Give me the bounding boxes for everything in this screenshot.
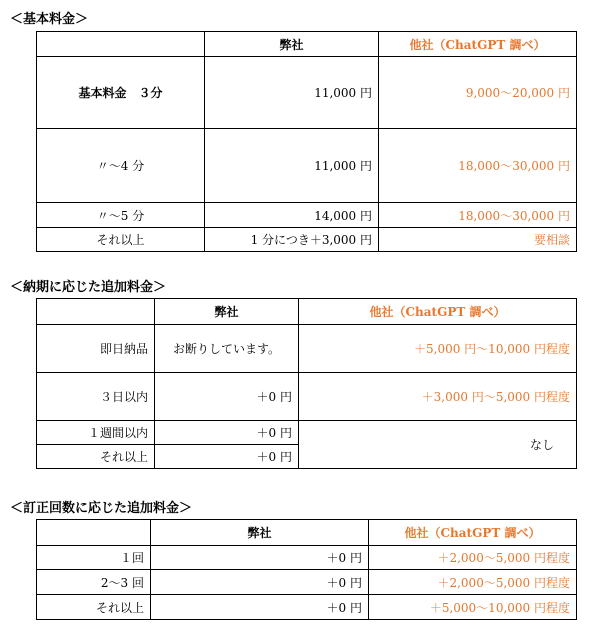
header-others: 他社（ChatGPT 調べ） [379, 32, 577, 57]
row-others: ＋2,000～5,000 円程度 [369, 570, 577, 595]
row-ours: ＋0 円 [155, 445, 299, 469]
row-ours: ＋0 円 [151, 570, 369, 595]
row-ours: 1 分につき＋3,000 円 [205, 228, 379, 252]
row-ours: 11,000 円 [205, 129, 379, 203]
revision-fee-table [36, 519, 577, 620]
row-ours: ＋0 円 [155, 421, 299, 445]
table-row [37, 57, 577, 129]
table-row [37, 228, 577, 252]
row-label: 〃～4 分 [37, 129, 205, 203]
header-empty-cell [37, 520, 151, 546]
row-ours: 14,000 円 [205, 203, 379, 228]
header-others: 他社（ChatGPT 調べ） [369, 520, 577, 546]
table-row [37, 129, 577, 203]
table-row [37, 373, 577, 421]
row-label: それ以上 [37, 445, 155, 469]
header-ours: 弊社 [151, 520, 369, 546]
row-label: １回 [37, 546, 151, 570]
row-others: 9,000～20,000 円 [379, 57, 577, 129]
row-others: ＋5,000～10,000 円程度 [369, 595, 577, 620]
table-row [37, 325, 577, 373]
row-ours: 11,000 円 [205, 57, 379, 129]
table-row [37, 595, 577, 620]
row-label: １週間以内 [37, 421, 155, 445]
row-others: 要相談 [379, 228, 577, 252]
table-header-row [37, 520, 577, 546]
merged-others-cell: なし [299, 421, 577, 469]
row-others: ＋2,000～5,000 円程度 [369, 546, 577, 570]
section-title-basic-fee: ＜基本料金＞ [10, 12, 89, 27]
delivery-fee-table [36, 298, 577, 469]
basic-fee-table [36, 31, 577, 252]
section-title-delivery-fee: ＜納期に応じた追加料金＞ [10, 280, 167, 295]
row-label: 即日納品 [37, 325, 155, 373]
row-ours: お断りしています。 [155, 325, 299, 373]
row-label: 基本料金 ３分 [37, 57, 205, 129]
row-others: ＋3,000 円～5,000 円程度 [299, 373, 577, 421]
header-others: 他社（ChatGPT 調べ） [299, 299, 577, 325]
row-label: 2～3 回 [37, 570, 151, 595]
table-row [37, 570, 577, 595]
row-ours: ＋0 円 [151, 595, 369, 620]
row-ours: ＋0 円 [151, 546, 369, 570]
row-label: 〃～5 分 [37, 203, 205, 228]
row-others: 18,000～30,000 円 [379, 203, 577, 228]
row-ours: ＋0 円 [155, 373, 299, 421]
row-label: ３日以内 [37, 373, 155, 421]
header-empty-cell [37, 32, 205, 57]
row-label: それ以上 [37, 595, 151, 620]
row-label: それ以上 [37, 228, 205, 252]
row-others: ＋5,000 円～10,000 円程度 [299, 325, 577, 373]
table-header-row [37, 32, 577, 57]
header-ours: 弊社 [155, 299, 299, 325]
section-title-revision-fee: ＜訂正回数に応じた追加料金＞ [10, 501, 193, 516]
table-header-row [37, 299, 577, 325]
table-row [37, 546, 577, 570]
table-row [37, 203, 577, 228]
header-ours: 弊社 [205, 32, 379, 57]
header-empty-cell [37, 299, 155, 325]
table-row [37, 421, 577, 445]
row-others: 18,000～30,000 円 [379, 129, 577, 203]
